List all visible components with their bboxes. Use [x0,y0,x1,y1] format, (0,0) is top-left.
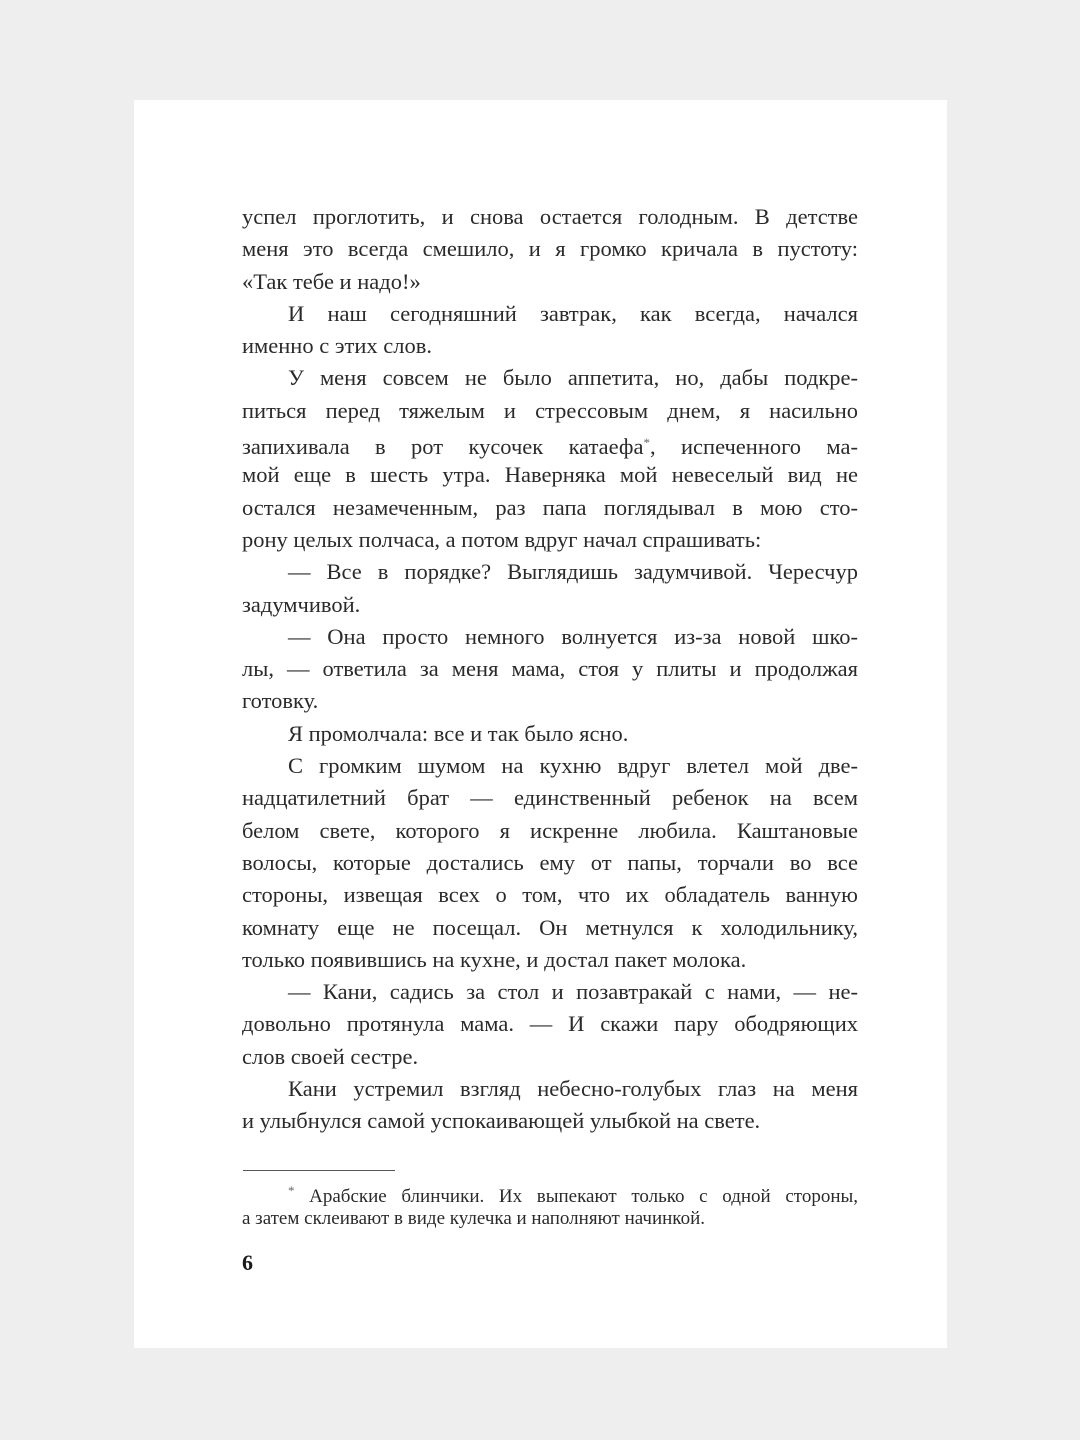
text-line-8 [242,427,858,459]
text-line-14: — Она просто немного волнуется из-за новой шко- [288,623,858,649]
book-page [134,100,947,1348]
text-line-18: С громким шумом на кухню вдруг влетел мой две- [288,753,858,779]
text-line-7: питься перед тяжелым и стрессовым днем, я насильно [242,397,858,423]
text-line-29: и улыбнулся самой успокаивающей улыбкой на свете. [242,1108,761,1134]
text-line-17: Я промолчала: все и так было ясно. [288,720,629,746]
text-line-22: стороны, извещая всех о том, что их обладатель ванную [242,882,858,908]
text-line-21: волосы, которые достались ему от папы, торчали во все [242,849,858,875]
text-line-19: надцатилетний брат — единственный ребенок на всем [242,785,858,811]
text-line-27: слов своей сестре. [242,1043,419,1069]
footnote [242,1177,858,1233]
text-line-11: рону целых полчаса, а потом вдруг начал спрашивать: [242,526,762,552]
text-line-20: белом свете, которого я искренне любила. Каштановые [242,817,858,843]
text-line-16: готовку. [242,688,319,714]
text-line-5: именно с этих слов. [242,333,432,359]
text-line-28: Кани устремил взгляд небесно-голубых глаз на меня [288,1076,858,1102]
text-line-12: — Все в порядке? Выглядишь задумчивой. Чересчур [288,559,858,585]
footnote-line-2: а затем склеивают в виде кулечка и наполняют начинкой. [242,1208,705,1229]
text-line-13: задумчивой. [242,591,361,617]
text-line-26: довольно протянула мама. — И скажи пару ободряющих [242,1011,858,1037]
text-line-8-before: запихивала в рот кусочек катаефа [242,434,644,460]
text-line-9: мой еще в шесть утра. Наверняка мой невеселый вид не [242,462,858,488]
text-line-6: У меня совсем не было аппетита, но, дабы подкре- [288,365,858,391]
text-line-25: — Кани, садись за стол и позавтракай с нами, — не- [288,979,858,1005]
text-line-24: только появившись на кухне, и достал пакет молока. [242,946,747,972]
footnote-divider [243,1170,395,1171]
footnote-mark: * [288,1183,295,1198]
footnote-line-1 [242,1177,858,1205]
text-line-2: меня это всегда смешило, и я громко кричала в пустоту: [242,236,858,262]
footnote-reference-mark: * [643,435,650,451]
text-line-8-after: , испеченного ма- [650,434,858,460]
text-line-15: лы, — ответила за меня мама, стоя у плиты и продолжая [242,656,858,682]
text-line-10: остался незамеченным, раз папа поглядывал в мою сто- [242,494,858,520]
text-line-3: «Так тебе и надо!» [242,268,421,294]
body-text [242,201,858,1138]
footnote-line-1-text: Арабские блинчики. Их выпекают только с одной стороны, [309,1186,858,1207]
text-line-23: комнату еще не посещал. Он метнулся к холодильнику, [242,914,858,940]
text-line-1: успел проглотить, и снова остается голодным. В детстве [242,204,858,229]
page-number: 6 [242,1250,253,1275]
text-line-4: И наш сегодняшний завтрак, как всегда, начался [288,300,858,326]
